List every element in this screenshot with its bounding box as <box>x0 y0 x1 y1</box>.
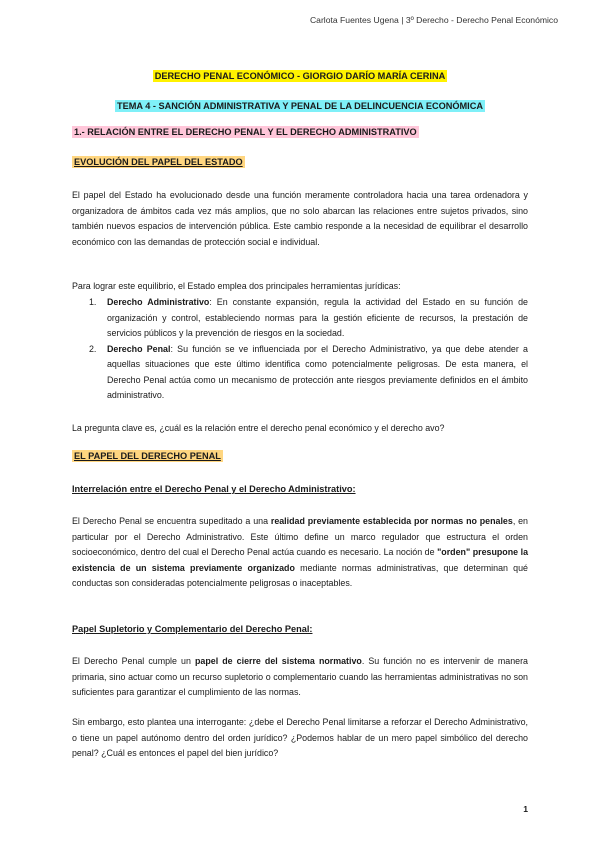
subheading-evolucion-line <box>72 157 245 167</box>
text-run: El Derecho Penal cumple un <box>72 656 195 666</box>
list-term: Derecho Administrativo <box>107 297 210 307</box>
bold-run: papel de cierre del sistema normativo <box>194 656 362 666</box>
paragraph-herramientas: Para lograr este equilibrio, el Estado emplea dos principales herramientas jurídicas: <box>72 281 401 291</box>
section-1-heading: 1.- RELACIÓN ENTRE EL DERECHO PENAL Y EL DERECHO ADMINISTRATIVO <box>74 127 417 137</box>
course-title: DERECHO PENAL ECONÓMICO - GIORGIO DARÍO MARÍA CERINA <box>154 71 446 81</box>
herramientas-list <box>72 295 528 404</box>
list-term: Derecho Penal <box>107 343 171 354</box>
text-run: mediante normas administrativas, que determinan qué conductas son consideradas potencialmente peligrosas o inaceptables. <box>72 562 528 588</box>
subheading-evolucion: EVOLUCIÓN DEL PAPEL DEL ESTADO <box>74 157 243 167</box>
list-number: 2. <box>89 343 97 354</box>
paragraph-interrogante: Sin embargo, esto plantea una interrogante: ¿debe el Derecho Penal limitarse a reforzar el Derecho Administrativo, o tiene un papel autónomo dentro del orden jurídico? ¿Podemos hablar de un mero papel simbólico del derecho penal? ¿Cuál es entonces el papel del bien jurídico? <box>72 717 528 758</box>
paragraph-pregunta: La pregunta clave es, ¿cuál es la relación entre el derecho penal económico y el derecho avo? <box>72 423 445 433</box>
topic-title: TEMA 4 - SANCIÓN ADMINISTRATIVA Y PENAL DE LA DELINCUENCIA ECONÓMICA <box>117 101 483 111</box>
page-number: 1 <box>523 804 528 814</box>
running-header: Carlota Fuentes Ugena | 3º Derecho - Derecho Penal Económico <box>309 15 558 25</box>
paragraph-interrelacion <box>72 514 528 592</box>
list-text: : En constante expansión, regula la actividad del Estado en su función de organización y control, estableciendo normas para la gestión eficiente de recursos, la prestación de servicios públicos y la prevención de riesgos en la sociedad. <box>107 297 528 338</box>
subheading-supletorio: Papel Supletorio y Complementario del Derecho Penal: <box>72 624 313 634</box>
list-text: : Su función se ve influenciada por el Derecho Administrativo, ya que debe atender a aquellas situaciones que este último identifica como potencialmente peligrosas. De esta manera, el Derecho Penal actúa como un mecanismo de protección ante riesgos previamente definidos en el ámbito administrativo. <box>107 343 528 400</box>
bold-run: realidad previamente establecida por normas no penales <box>270 516 513 526</box>
course-title-line <box>0 66 600 84</box>
paragraph-supletorio <box>72 654 528 701</box>
text-run: El Derecho Penal se encuentra supeditado a una <box>72 516 271 526</box>
list-item <box>72 342 528 404</box>
list-item <box>72 295 528 342</box>
text-run: , en particular por el Derecho Administrativo. Este último define un marco regulador que estructura el orden socioeconómico, dentro del cual el Derecho Penal actúa cuando es necesario. La noción de <box>72 516 528 557</box>
bold-run: "orden" presupone la existencia de un sistema previamente organizado <box>72 547 529 573</box>
text-run: . Su función no es intervenir de manera primaria, sino actuar como un recurso supletorio o complementario cuando las herramientas administrativas no son suficientes para garantizar el cumplimiento de las normas. <box>72 656 528 697</box>
subheading-papel-derecho-penal: EL PAPEL DEL DERECHO PENAL <box>74 451 221 461</box>
list-number: 1. <box>89 297 97 307</box>
subheading-interrelacion: Interrelación entre el Derecho Penal y el Derecho Administrativo: <box>72 484 356 494</box>
subheading-papel-line <box>72 451 223 461</box>
paragraph-evolucion: El papel del Estado ha evolucionado desde una función meramente controladora hacia una tarea ordenadora y organizadora de ámbitos cada vez más amplios, que no solo abarcan las relaciones entre sujetos privados, sino también nuevos espacios de intervención pública. Este cambio responde a la necesidad de equilibrar el desarrollo económico con las demandas de protección social e individual. <box>72 190 528 247</box>
section-1-heading-line <box>72 127 419 137</box>
topic-title-line <box>0 96 600 114</box>
